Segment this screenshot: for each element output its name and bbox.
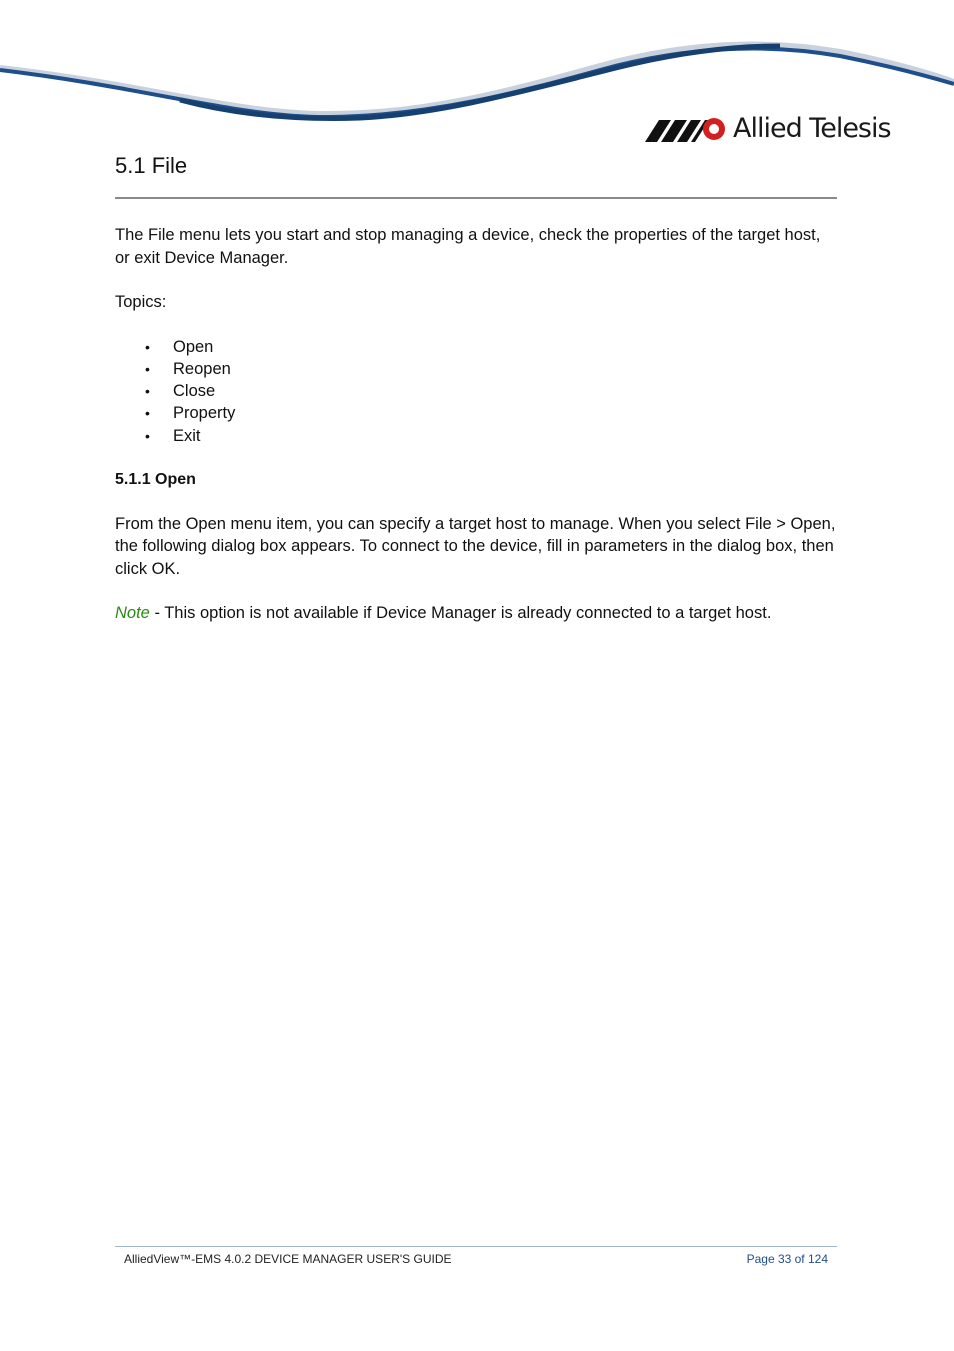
- bullet-icon: •: [145, 405, 150, 422]
- footer-page-number: Page 33 of 124: [746, 1252, 828, 1266]
- note-paragraph: [115, 602, 837, 625]
- bullet-icon: •: [145, 427, 150, 444]
- topic-property[interactable]: Property: [173, 404, 236, 423]
- footer-doc-title: AlliedView™-EMS 4.0.2 DEVICE MANAGER USER'S GUIDE: [124, 1252, 452, 1266]
- topic-list: [145, 336, 837, 447]
- topic-exit[interactable]: Exit: [173, 426, 201, 445]
- subsection-title: 5.1.1 Open: [115, 470, 196, 488]
- topic-open[interactable]: Open: [173, 337, 214, 356]
- list-item[interactable]: [145, 402, 837, 424]
- topic-reopen[interactable]: Reopen: [173, 359, 231, 378]
- note-text: - This option is not available if Device Manager is already connected to a target host.: [149, 604, 772, 623]
- list-item[interactable]: [145, 425, 837, 447]
- bullet-icon: •: [145, 338, 150, 355]
- list-item[interactable]: [145, 336, 837, 358]
- logo-mark-icon: [645, 114, 727, 142]
- open-paragraph: From the Open menu item, you can specify a target host to manage. When you select File > Open, the following dialog box appears. To connect to the device, fill in parameters in the dialog box, then click OK.: [115, 514, 836, 578]
- topic-close[interactable]: Close: [173, 382, 216, 401]
- topics-label: Topics:: [115, 293, 167, 311]
- list-item[interactable]: [145, 380, 837, 402]
- intro-paragraph: The File menu lets you start and stop managing a device, check the properties of the target host, or exit Device Manager.: [115, 226, 821, 267]
- footer-divider: [115, 1246, 837, 1247]
- title-divider: [115, 197, 837, 199]
- bullet-icon: •: [145, 383, 150, 400]
- note-label: Note: [115, 604, 150, 623]
- list-item[interactable]: [145, 358, 837, 380]
- logo-text: Allied Telesis: [733, 112, 891, 144]
- page-title: 5.1 File: [115, 153, 188, 178]
- page-content: [115, 150, 837, 625]
- bullet-icon: •: [145, 360, 150, 377]
- allied-telesis-logo: [645, 108, 905, 148]
